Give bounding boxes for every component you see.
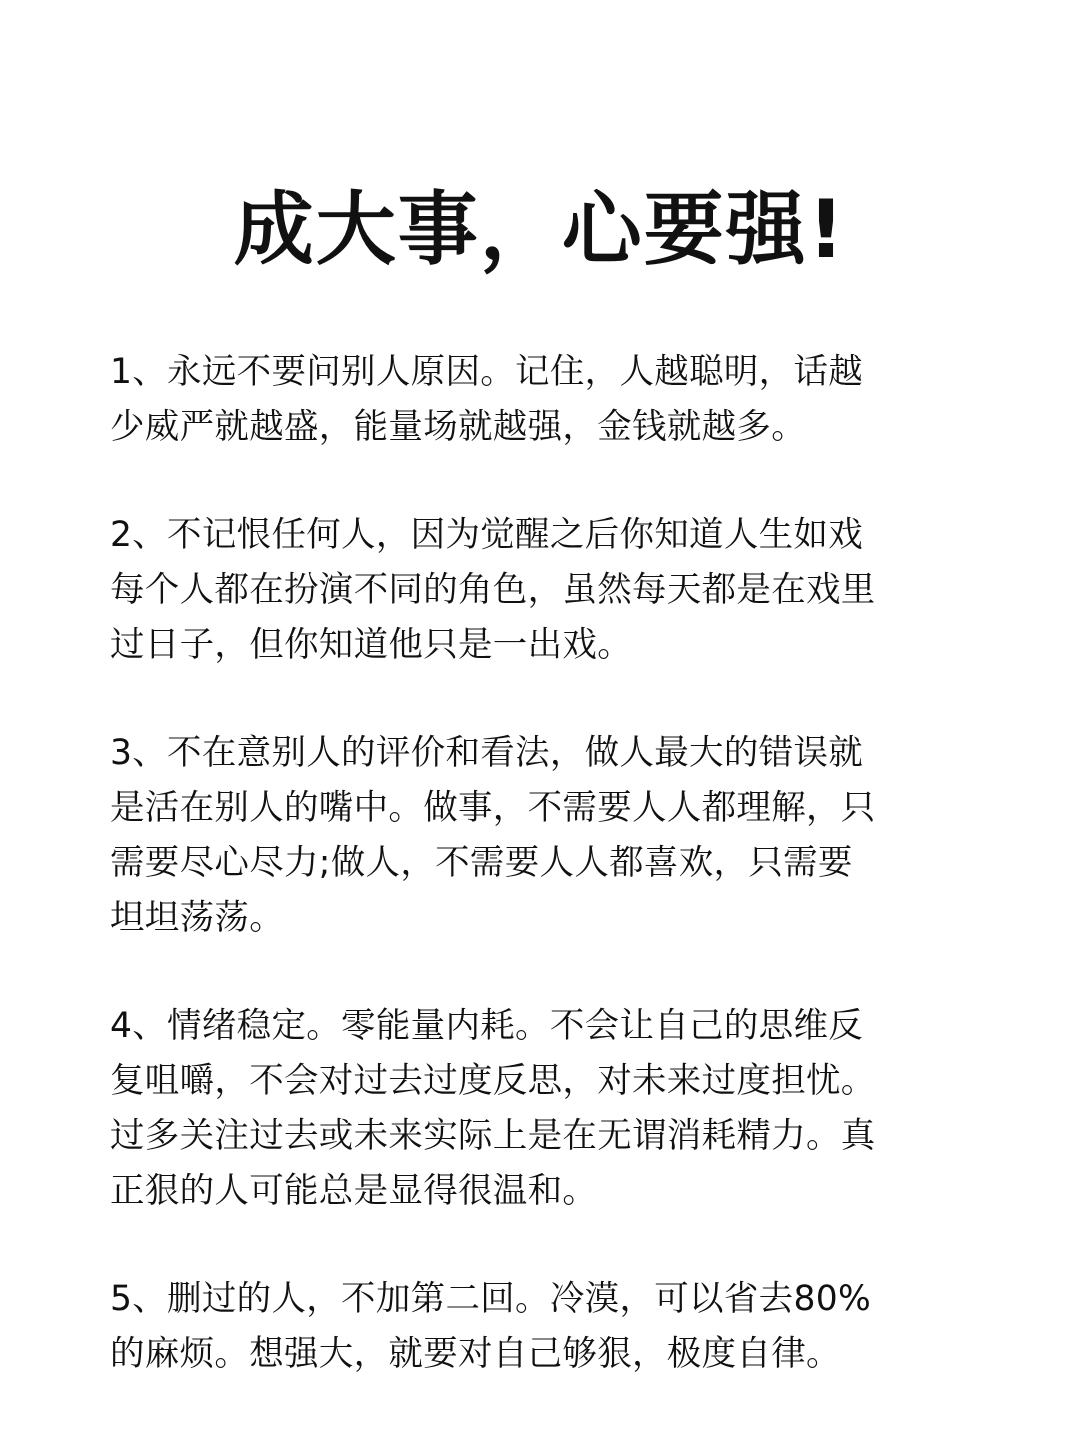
paragraph-line: 每个人都在扮演不同的角色，虽然每天都是在戏里: [110, 570, 876, 610]
paragraph-line: 少威严就越盛，能量场就越强，金钱就越多。: [110, 407, 806, 447]
paragraph-3: [110, 726, 970, 946]
page-title: 成大事，心要强!: [233, 183, 847, 276]
paragraph-line: 2、不记恨任何人，因为觉醒之后你知道人生如戏: [110, 515, 864, 555]
paragraph-line: 5、删过的人，不加第二回。冷漠，可以省去80%: [110, 1279, 872, 1319]
paragraph-line: 需要尽心尽力;做人，不需要人人都喜欢，只需要: [110, 843, 853, 883]
paragraph-2: [110, 508, 970, 673]
paragraph-line: 坦坦荡荡。: [110, 898, 284, 938]
paragraph-line: 的麻烦。想强大，就要对自己够狠，极度自律。: [110, 1334, 841, 1374]
paragraph-line: 过日子，但你知道他只是一出戏。: [110, 625, 632, 665]
paragraph-line: 复咀嚼，不会对过去过度反思，对未来过度担忧。: [110, 1061, 876, 1101]
paragraph-line: 1、永远不要问别人原因。记住，人越聪明，话越: [110, 352, 864, 392]
paragraph-line: 是活在别人的嘴中。做事，不需要人人都理解，只: [110, 788, 876, 828]
paragraph-4: [110, 999, 970, 1219]
paragraph-line: 正狠的人可能总是显得很温和。: [110, 1171, 598, 1211]
article-body: [110, 345, 970, 1435]
paragraph-line: 过多关注过去或未来实际上是在无谓消耗精力。真: [110, 1116, 876, 1156]
paragraph-line: 3、不在意别人的评价和看法，做人最大的错误就: [110, 733, 864, 773]
paragraph-5: [110, 1272, 970, 1382]
paragraph-line: 4、情绪稳定。零能量内耗。不会让自己的思维反: [110, 1006, 864, 1046]
paragraph-1: [110, 345, 970, 455]
